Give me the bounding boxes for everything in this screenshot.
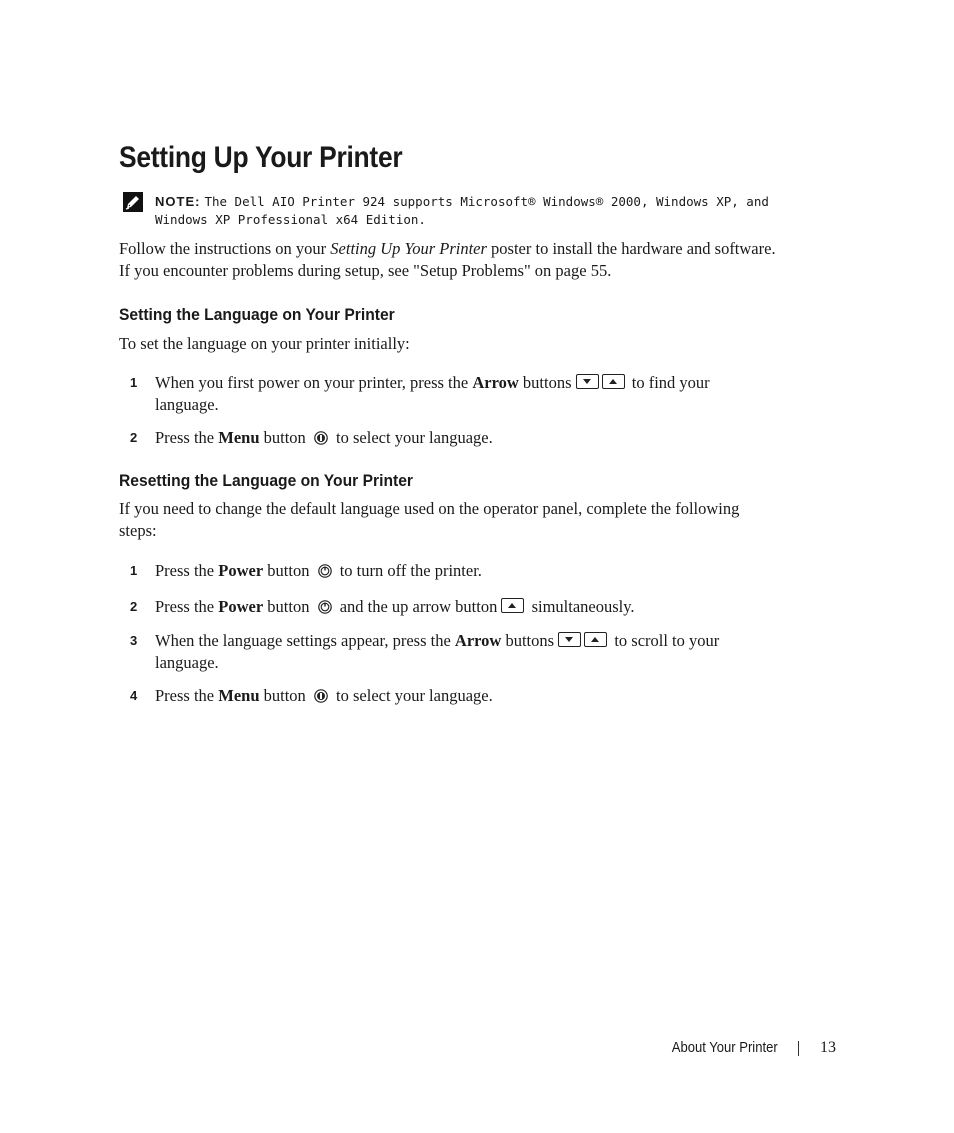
step-text-part: button bbox=[259, 428, 310, 447]
section-heading-setting-language: Setting the Language on Your Printer bbox=[119, 305, 395, 324]
step-text bbox=[155, 427, 755, 449]
footer-divider bbox=[798, 1041, 799, 1056]
step-text-part: to find your language. bbox=[155, 373, 710, 414]
menu-label: Menu bbox=[218, 686, 260, 705]
step-number: 1 bbox=[130, 375, 138, 390]
step-text bbox=[155, 630, 755, 674]
down-arrow-button-icon bbox=[558, 632, 581, 647]
up-arrow-button-icon bbox=[584, 632, 607, 647]
note-label: NOTE: bbox=[155, 194, 201, 209]
step-number: 1 bbox=[130, 563, 138, 578]
page-number: 13 bbox=[820, 1039, 836, 1056]
step-text-part: to turn off the printer. bbox=[335, 561, 482, 580]
step-number: 3 bbox=[130, 633, 138, 648]
step-text-part: button bbox=[263, 561, 314, 580]
up-arrow-button-icon bbox=[602, 374, 625, 389]
step-text-part: button bbox=[259, 686, 310, 705]
footer-section-title: About Your Printer bbox=[672, 1040, 778, 1056]
section2-lead: If you need to change the default language used on the operator panel, complete the following steps: bbox=[119, 499, 740, 540]
arrow-label: Arrow bbox=[472, 373, 519, 392]
step-text-part: to scroll to your language. bbox=[155, 631, 720, 672]
up-arrow-button-icon bbox=[501, 598, 524, 613]
step-text-part: to select your language. bbox=[331, 686, 493, 705]
step-text-part: buttons bbox=[501, 631, 559, 650]
step-text-part: When you first power on your printer, press the bbox=[155, 373, 473, 392]
step-text-part: Press the bbox=[155, 686, 219, 705]
step-text-part: buttons bbox=[518, 373, 576, 392]
step-number: 2 bbox=[130, 430, 138, 445]
power-button-icon bbox=[318, 564, 332, 578]
intro-text-1: Follow the instructions on your bbox=[119, 239, 331, 258]
intro-paragraph bbox=[119, 238, 779, 282]
menu-button-icon bbox=[314, 689, 328, 703]
step-text-part: Press the bbox=[155, 428, 219, 447]
step-text-part: When the language settings appear, press the bbox=[155, 631, 455, 650]
down-arrow-button-icon bbox=[576, 374, 599, 389]
step-text-part: Press the bbox=[155, 561, 219, 580]
step-number: 2 bbox=[130, 599, 138, 614]
step-text-part: simultaneously. bbox=[527, 597, 635, 616]
step-text bbox=[155, 685, 755, 707]
step-text bbox=[155, 596, 755, 618]
menu-button-icon bbox=[314, 431, 328, 445]
page-title: Setting Up Your Printer bbox=[119, 141, 403, 174]
power-button-icon bbox=[318, 600, 332, 614]
step-number: 4 bbox=[130, 688, 138, 703]
step-text-part: and the up arrow button bbox=[335, 597, 502, 616]
power-label: Power bbox=[218, 561, 264, 580]
section1-lead: To set the language on your printer initially: bbox=[119, 334, 410, 353]
menu-label: Menu bbox=[218, 428, 260, 447]
note-text bbox=[155, 193, 775, 229]
step-text-part: Press the bbox=[155, 597, 219, 616]
step-text-part: to select your language. bbox=[331, 428, 493, 447]
power-label: Power bbox=[218, 597, 264, 616]
step-text bbox=[155, 372, 745, 416]
note-body: The Dell AIO Printer 924 supports Microsoft® Windows® 2000, Windows XP, and Windows XP Professional x64 Edition. bbox=[155, 194, 769, 227]
arrow-label: Arrow bbox=[454, 631, 502, 650]
note-pencil-icon bbox=[123, 192, 143, 212]
section-heading-resetting-language: Resetting the Language on Your Printer bbox=[119, 471, 414, 490]
intro-text-2: poster to install the hardware and software. If you encounter problems during setup, see "Setup Problems" on page 55. bbox=[119, 239, 776, 280]
step-text bbox=[155, 560, 755, 582]
poster-title: Setting Up Your Printer bbox=[330, 239, 487, 258]
step-text-part: button bbox=[263, 597, 314, 616]
